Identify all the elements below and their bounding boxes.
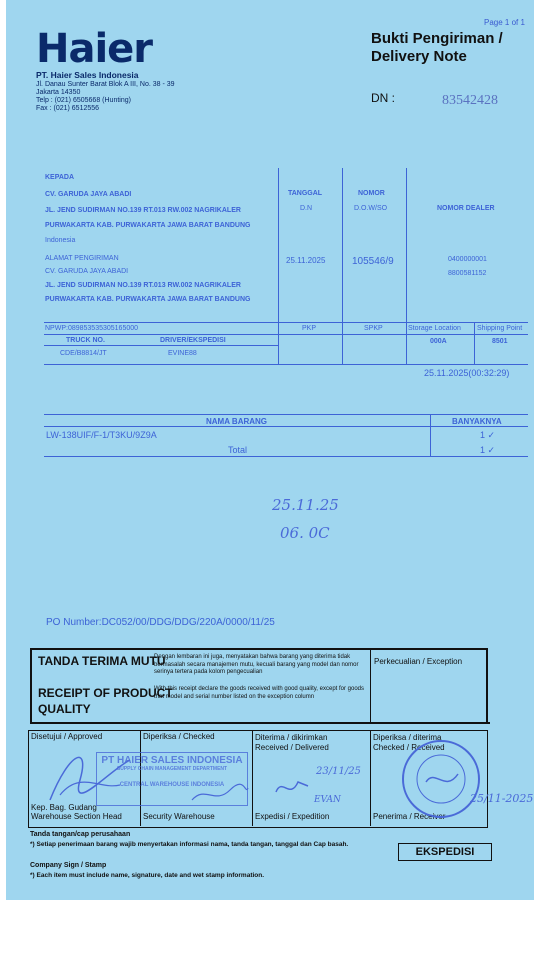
receipt-right-rule: [486, 648, 488, 724]
handwritten-date: 25.11.25: [272, 496, 339, 514]
spkp-label: SPKP: [364, 325, 383, 332]
truck-label: TRUCK NO.: [66, 337, 105, 344]
footer-note-en: *) Each item must include name, signature, date and wet stamp information.: [30, 872, 265, 879]
table-rule: [44, 345, 278, 346]
title-line-2: Delivery Note: [371, 48, 467, 65]
receiver-date: 25/11-2025: [470, 792, 534, 805]
receipt-left-rule: [30, 648, 32, 722]
company-name: PT. Haier Sales Indonesia: [36, 70, 139, 80]
nomor-value: 105546/9: [352, 256, 394, 267]
driver-value: EVINE88: [168, 350, 197, 357]
ship-to-address: PURWAKARTA KAB. PURWAKARTA JAWA BARAT BANDUNG: [45, 296, 251, 303]
items-rule: [44, 456, 528, 457]
stamp-text: SUPPLY CHAIN MANAGEMENT DEPARTMENT: [116, 766, 228, 772]
pkp-label: PKP: [302, 325, 317, 332]
receipt-title-en-2: QUALITY: [38, 702, 91, 716]
print-timestamp: 25.11.2025(00:32:29): [424, 368, 510, 378]
po-number: PO Number:DC052/00/DDG/DDG/220A/0000/11/25: [46, 617, 275, 628]
receipt-top-rule: [30, 648, 486, 650]
customer-address: JL. JEND SUDIRMAN NO.139 RT.013 RW.002 NAGRIKALER: [45, 207, 241, 214]
title-line-1: Bukti Pengiriman /: [371, 30, 503, 47]
document-title: [371, 30, 503, 66]
shipping-point-label: Shipping Point: [477, 325, 523, 332]
receipt-title-en: RECEIPT OF PRODUCT: [38, 686, 173, 700]
npwp-number: NPWP:089853535305165000: [45, 325, 139, 332]
dealer-label: NOMOR DEALER: [437, 205, 495, 212]
footer-note-title-id: Tanda tangan/cap perusahaan: [30, 831, 131, 838]
customer-address: PURWAKARTA KAB. PURWAKARTA JAWA BARAT BANDUNG: [45, 222, 251, 229]
col-banyaknya: BANYAKNYA: [452, 417, 502, 426]
sig-approved-label: Disetujui / Approved: [31, 732, 103, 741]
table-rule: [44, 364, 528, 365]
receipt-statement-en: With this receipt declare the goods received with good quality, except for goods that model and serial number listed on the exception column: [154, 686, 365, 700]
sig-divider: [252, 730, 253, 826]
tanggal-sub: D.N: [300, 205, 313, 212]
customer-country: Indonesia: [45, 237, 76, 244]
sig-checked-label: Diperiksa / Checked: [143, 732, 215, 741]
item-quantity: 1 ✓: [480, 430, 496, 440]
stamp-text: PT HAIER SALES INDONESIA: [101, 755, 243, 766]
ship-to-label: ALAMAT PENGIRIMAN: [45, 255, 119, 262]
handwritten-time: 06. 0C: [280, 524, 330, 542]
dealer-value: 0400000001: [448, 256, 487, 263]
ship-to-address: JL. JEND SUDIRMAN NO.139 RT.013 RW.002 NAGRIKALER: [45, 282, 241, 289]
receipt-statement-id: Dengan lembaran ini juga, menyatakan bahwa barang yang diterima tidak bermasalah secara manajemen mutu, kecuali barang yang model dan nomor serinya tertera pada kolom pengecualian: [154, 654, 359, 675]
phone-line: Telp : (021) 6505668 (Hunting): [36, 97, 131, 104]
sig-approved-role: Kep. Bag. Gudang Warehouse Section Head: [31, 803, 122, 821]
address-line: Jl. Danau Sunter Barat Blok A III, No. 38 - 39: [36, 81, 175, 88]
exception-label: Perkecualian / Exception: [374, 657, 463, 666]
stamp-text: CENTRAL WAREHOUSE INDONESIA: [119, 782, 225, 788]
haier-logo: Haier: [36, 26, 153, 72]
customer-name: CV. GARUDA JAYA ABADI: [45, 191, 132, 198]
address-line: Jakarta 14350: [36, 89, 81, 96]
storage-location-label: Storage Location: [408, 325, 461, 332]
nomor-label: NOMOR: [358, 190, 385, 197]
receipt-divider: [370, 648, 371, 722]
delivered-date: 23/11/25: [316, 766, 361, 777]
shipping-point-value: 8501: [492, 338, 508, 345]
tanggal-value: 25.11.2025: [286, 256, 326, 265]
footer-note-id: *) Setiap penerimaan barang wajib menyertakan informasi nama, tanda tangan, tanggal dan Cap basah.: [30, 841, 349, 848]
receipt-bottom-rule: [30, 722, 490, 724]
fax-line: Fax : (021) 6512556: [36, 105, 100, 112]
items-rule: [44, 426, 528, 427]
sig-delivered-label: Diterima / dikirimkan Received / Delivered: [255, 733, 329, 752]
total-quantity: 1 ✓: [480, 445, 496, 455]
page-number: Page 1 of 1: [484, 18, 525, 27]
dn-label: DN :: [371, 91, 395, 105]
total-label: Total: [228, 445, 248, 455]
dn-number: 83542428: [442, 93, 498, 108]
storage-location-value: 000A: [430, 338, 447, 345]
delivered-name: EVAN: [314, 795, 341, 805]
items-divider: [430, 414, 431, 456]
receiver-company-stamp: [400, 738, 482, 820]
dealer-value: 8800581152: [448, 270, 487, 277]
table-divider: [474, 322, 475, 364]
delivered-signature-icon: [272, 772, 312, 802]
sig-checked-role: Security Warehouse: [143, 812, 215, 821]
tanggal-label: TANGGAL: [288, 190, 323, 197]
sig-receiver-role: Penerima / Receiver: [373, 812, 446, 821]
sig-received-label: Diperiksa / diterima Checked / Received: [373, 733, 445, 752]
table-rule: [44, 322, 528, 323]
truck-value: CDE/B8814/JT: [60, 350, 107, 357]
items-rule: [44, 414, 528, 415]
footer-note-title-en: Company Sign / Stamp: [30, 862, 107, 869]
table-rule: [44, 334, 528, 335]
sig-expedition-role: Expedisi / Expedition: [255, 812, 330, 821]
approved-signature-icon: [40, 740, 140, 810]
item-name: LW-138UIF/F-1/T3KU/9Z9A: [46, 430, 157, 440]
sig-divider: [370, 730, 371, 826]
receipt-title-id: TANDA TERIMA MUTU: [38, 654, 166, 668]
col-nama-barang: NAMA BARANG: [206, 417, 268, 426]
ship-to-name: CV. GARUDA JAYA ABADI: [45, 268, 129, 275]
kepada-label: KEPADA: [45, 174, 75, 181]
checked-signature-icon: [190, 780, 250, 810]
nomor-sub: D.O.W/SO: [354, 205, 388, 212]
driver-label: DRIVER/EKSPEDISI: [160, 337, 226, 344]
ekspedisi-copy-label: EKSPEDISI: [398, 843, 492, 861]
